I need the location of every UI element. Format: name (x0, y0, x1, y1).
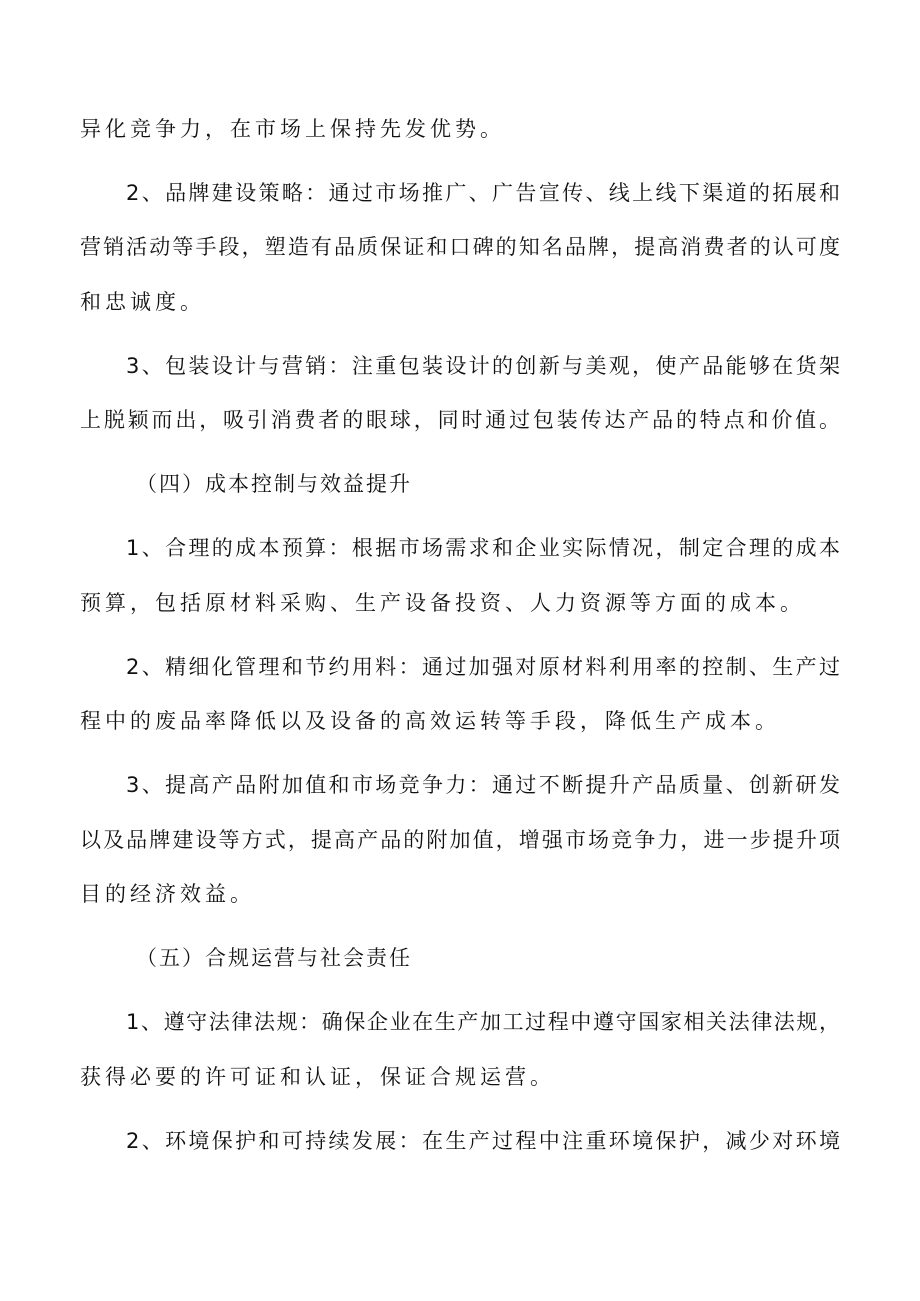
paragraph-line: 营销活动等手段，塑造有品质保证和口碑的知名品牌，提高消费者的认可度 (80, 235, 840, 259)
paragraph-line: 目的经济效益。 (80, 882, 255, 906)
paragraph-line: 1、遵守法律法规：确保企业在生产加工过程中遵守国家相关法律法规， (126, 1010, 840, 1034)
paragraph-line: 1、合理的成本预算：根据市场需求和企业实际情况，制定合理的成本 (126, 536, 840, 560)
paragraph-line: 2、精细化管理和节约用料：通过加强对原材料利用率的控制、生产过 (126, 655, 840, 679)
paragraph-line: 和忠诚度。 (80, 290, 205, 314)
section-heading: （四）成本控制与效益提升 (136, 472, 412, 496)
paragraph-line: 3、包装设计与营销：注重包装设计的创新与美观，使产品能够在货架 (126, 354, 840, 378)
paragraph-line: 上脱颖而出，吸引消费者的眼球，同时通过包装传达产品的特点和价值。 (80, 408, 840, 432)
paragraph-line: 3、提高产品附加值和市场竞争力：通过不断提升产品质量、创新研发 (126, 773, 840, 797)
paragraph-line: 预算，包括原材料采购、生产设备投资、人力资源等方面的成本。 (80, 591, 805, 615)
paragraph-line: 2、品牌建设策略：通过市场推广、广告宣传、线上线下渠道的拓展和 (126, 181, 840, 205)
paragraph-line: 以及品牌建设等方式，提高产品的附加值，增强市场竞争力，进一步提升项 (80, 828, 840, 852)
paragraph-line: 程中的废品率降低以及设备的高效运转等手段，降低生产成本。 (80, 709, 780, 733)
paragraph-line: 2、环境保护和可持续发展：在生产过程中注重环境保护，减少对环境 (126, 1129, 840, 1153)
paragraph-line: 获得必要的许可证和认证，保证合规运营。 (80, 1065, 555, 1089)
paragraph-line: 异化竞争力，在市场上保持先发优势。 (80, 117, 505, 141)
section-heading: （五）合规运营与社会责任 (136, 946, 412, 970)
